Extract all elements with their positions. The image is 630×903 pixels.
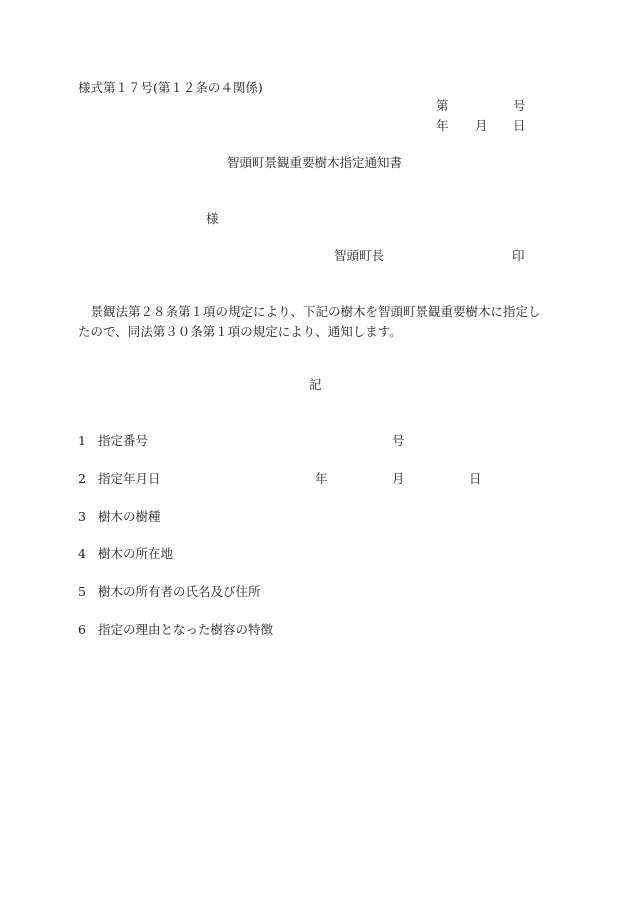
issuer-name: 智頭町長 [334, 248, 385, 263]
date-month: 月 [475, 118, 488, 133]
seal-mark: 印 [512, 248, 525, 263]
item-label: 指定番号 [98, 433, 149, 448]
item-label: 樹木の樹種 [98, 509, 161, 524]
item-number: 4 [78, 546, 86, 561]
item-number: 3 [78, 509, 86, 524]
body-line-2: たので、同法第３０条第１項の規定により、通知します。 [78, 324, 402, 339]
form-label: 様式第１７号(第１２条の４関係) [78, 80, 263, 95]
item-year: 年 [315, 471, 328, 486]
item-number: 2 [78, 471, 86, 486]
item-label: 指定の理由となった樹容の特徴 [98, 622, 274, 637]
item-label: 樹木の所有者の氏名及び住所 [98, 584, 261, 599]
number-prefix: 第 [436, 98, 449, 113]
item-month: 月 [392, 471, 405, 486]
body-text [78, 302, 558, 342]
body-line-1: 景観法第２８条第１項の規定により、下記の樹木を智頭町景観重要樹木に指定し [78, 304, 541, 319]
item-number: 5 [78, 584, 86, 599]
date-year: 年 [436, 118, 449, 133]
item-day: 日 [469, 471, 482, 486]
item-label: 樹木の所在地 [98, 546, 174, 561]
item-suffix: 号 [392, 433, 405, 448]
item-number: 6 [78, 622, 86, 637]
recipient-honorific: 様 [206, 211, 219, 226]
item-label: 指定年月日 [98, 471, 161, 486]
ki-heading: 記 [309, 377, 322, 392]
date-day: 日 [513, 118, 526, 133]
document-title: 智頭町景観重要樹木指定通知書 [227, 155, 403, 170]
number-suffix: 号 [513, 98, 526, 113]
item-number: 1 [78, 433, 86, 448]
